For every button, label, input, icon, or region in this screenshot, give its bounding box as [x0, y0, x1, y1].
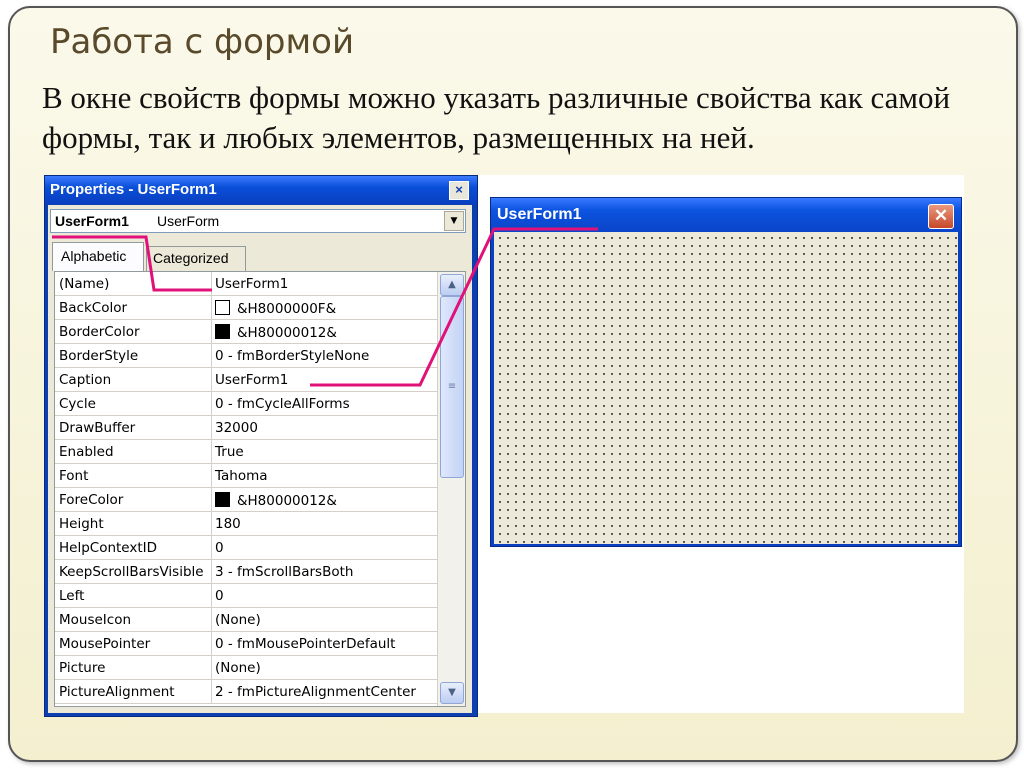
userform-titlebar[interactable] [491, 198, 961, 232]
property-name: Height [59, 516, 104, 532]
property-value-text: (None) [215, 612, 261, 628]
column-divider [211, 416, 212, 439]
scroll-thumb[interactable]: ≡ [440, 296, 464, 478]
property-value[interactable] [215, 636, 395, 652]
column-divider [211, 272, 212, 295]
column-divider [211, 368, 212, 391]
column-divider [211, 344, 212, 367]
property-row[interactable] [55, 296, 437, 320]
property-row[interactable] [55, 464, 437, 488]
close-icon[interactable]: × [449, 181, 469, 200]
column-divider [211, 608, 212, 631]
property-row[interactable] [55, 560, 437, 584]
object-selector[interactable] [50, 209, 466, 233]
property-name: (Name) [59, 276, 110, 292]
property-name: Enabled [59, 444, 114, 460]
property-row[interactable] [55, 584, 437, 608]
property-value[interactable] [215, 660, 261, 676]
property-row[interactable] [55, 632, 437, 656]
property-value-text: &H80000012& [237, 325, 337, 341]
property-row[interactable] [55, 344, 437, 368]
property-value[interactable] [215, 588, 224, 604]
property-value[interactable] [215, 564, 353, 580]
column-divider [211, 584, 212, 607]
color-swatch-icon [215, 324, 230, 339]
object-selector-name: UserForm1 [55, 213, 129, 229]
column-divider [211, 632, 212, 655]
property-value[interactable] [215, 420, 258, 436]
property-grid [54, 271, 466, 707]
object-selector-type: UserForm [157, 213, 220, 229]
property-value-text: &H80000012& [237, 493, 337, 509]
scroll-down-icon[interactable]: ▼ [440, 682, 464, 704]
property-name: PictureAlignment [59, 684, 175, 700]
slide-text: В окне свойств формы можно указать различные свойства как самой формы, так и любых элементов, размещенных на ней. [42, 80, 951, 155]
property-value[interactable] [215, 300, 336, 317]
column-divider [211, 512, 212, 535]
property-value-text: UserForm1 [215, 276, 289, 292]
property-row[interactable] [55, 272, 437, 296]
color-swatch-icon [215, 300, 230, 315]
property-name: HelpContextID [59, 540, 158, 556]
property-value-text: 0 - fmBorderStyleNone [215, 348, 370, 364]
property-value[interactable] [215, 324, 337, 341]
property-value-text: 32000 [215, 420, 258, 436]
property-value-text: 0 [215, 540, 224, 556]
column-divider [211, 656, 212, 679]
color-swatch-icon [215, 492, 230, 507]
column-divider [211, 440, 212, 463]
property-row[interactable] [55, 392, 437, 416]
column-divider [211, 560, 212, 583]
property-name: MousePointer [59, 636, 151, 652]
property-value-text: 2 - fmPictureAlignmentCenter [215, 684, 416, 700]
property-value[interactable] [215, 684, 416, 700]
property-value[interactable] [215, 516, 241, 532]
properties-body [48, 205, 472, 713]
properties-window [44, 175, 478, 717]
property-name: Picture [59, 660, 106, 676]
column-divider [211, 296, 212, 319]
property-row[interactable] [55, 536, 437, 560]
property-value-text: True [215, 444, 244, 460]
property-value-text: 180 [215, 516, 241, 532]
property-value[interactable] [215, 276, 288, 292]
property-value[interactable] [215, 348, 369, 364]
column-divider [211, 680, 212, 703]
column-divider [211, 464, 212, 487]
tab-categorized[interactable]: Categorized [146, 246, 246, 271]
scroll-up-icon[interactable]: ▲ [440, 274, 464, 296]
property-value-text: 3 - fmScrollBarsBoth [215, 564, 354, 580]
property-name: KeepScrollBarsVisible [59, 564, 204, 580]
property-value[interactable] [215, 444, 244, 460]
vertical-scrollbar[interactable] [437, 272, 466, 706]
tab-alphabetic[interactable]: Alphabetic [52, 242, 144, 271]
property-value[interactable] [215, 540, 224, 556]
property-value[interactable] [215, 612, 261, 628]
property-row[interactable] [55, 416, 437, 440]
property-name: BorderStyle [59, 348, 139, 364]
property-value[interactable] [215, 396, 350, 412]
userform-window [490, 197, 962, 547]
property-row[interactable] [55, 320, 437, 344]
property-value-text: 0 - fmMousePointerDefault [215, 636, 396, 652]
property-name: DrawBuffer [59, 420, 136, 436]
slide-title: Работа с формой [50, 22, 355, 62]
column-divider [211, 392, 212, 415]
property-name: ForeColor [59, 492, 124, 508]
property-name: BackColor [59, 300, 128, 316]
property-row[interactable] [55, 488, 437, 512]
property-name: Caption [59, 372, 112, 388]
property-value-text: Tahoma [215, 468, 268, 484]
property-name: Left [59, 588, 85, 604]
userform-title: UserForm1 [497, 206, 582, 223]
properties-title: Properties - UserForm1 [50, 181, 217, 198]
property-value-text: UserForm1 [215, 372, 289, 388]
properties-titlebar[interactable] [45, 176, 477, 204]
userform-design-grid[interactable] [494, 232, 958, 544]
userform-close-icon[interactable]: ✕ [928, 204, 954, 229]
property-row[interactable] [55, 680, 437, 704]
property-row[interactable] [55, 512, 437, 536]
property-row[interactable] [55, 608, 437, 632]
property-name: BorderColor [59, 324, 140, 340]
property-value[interactable] [215, 372, 288, 388]
property-row[interactable] [55, 368, 437, 392]
column-divider [211, 536, 212, 559]
property-value[interactable] [215, 492, 337, 509]
property-value-text: 0 - fmCycleAllForms [215, 396, 350, 412]
property-name: Cycle [59, 396, 96, 412]
property-value-text: &H8000000F& [237, 301, 337, 317]
property-value-text: (None) [215, 660, 261, 676]
property-row[interactable] [55, 440, 437, 464]
property-value-text: 0 [215, 588, 224, 604]
property-value[interactable] [215, 468, 268, 484]
column-divider [211, 488, 212, 511]
property-name: MouseIcon [59, 612, 132, 628]
property-name: Font [59, 468, 89, 484]
dropdown-arrow-icon[interactable]: ▼ [444, 211, 464, 231]
property-row[interactable] [55, 656, 437, 680]
column-divider [211, 320, 212, 343]
